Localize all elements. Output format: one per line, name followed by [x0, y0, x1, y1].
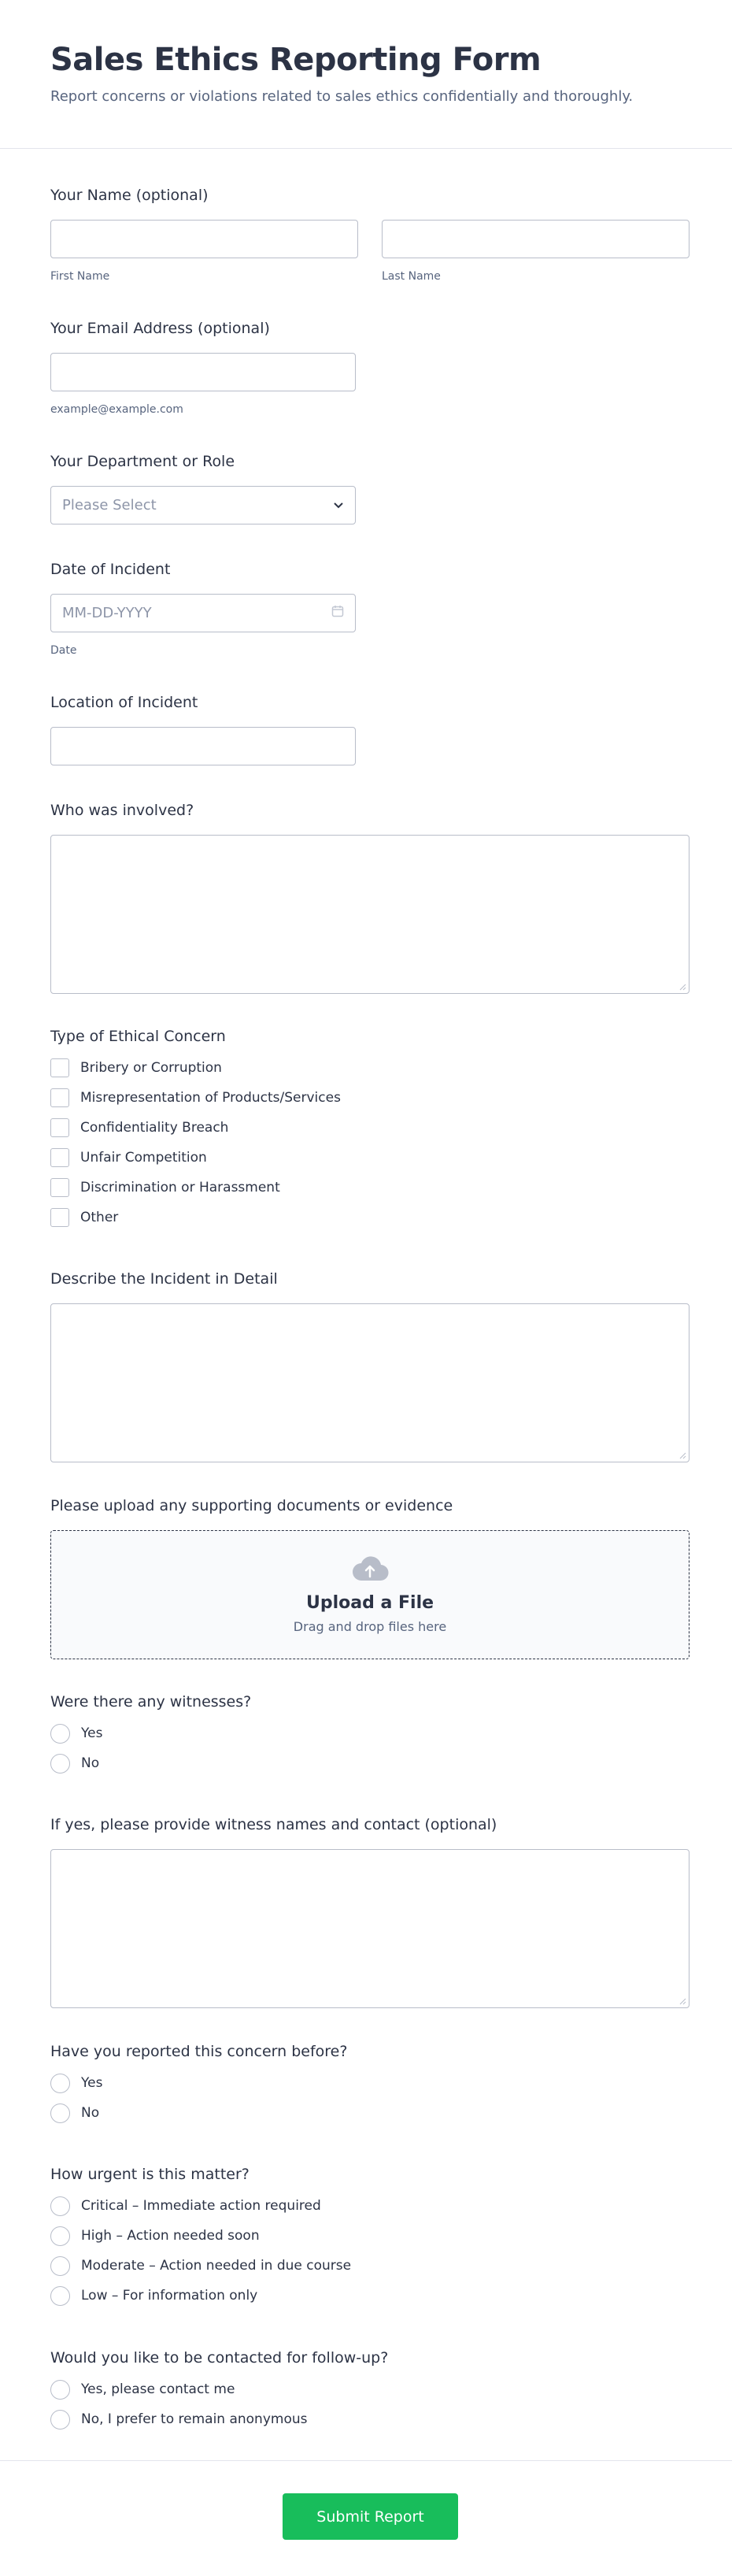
email-question: [50, 318, 689, 417]
option-label: No: [81, 1755, 100, 1771]
option-label: Bribery or Corruption: [80, 1060, 222, 1076]
involved-textarea[interactable]: [50, 835, 689, 994]
witnesses-label: Were there any witnesses?: [50, 1693, 252, 1711]
radio[interactable]: [50, 2226, 70, 2246]
checkbox[interactable]: [50, 1178, 69, 1197]
checkbox[interactable]: [50, 1058, 69, 1077]
first-name-input[interactable]: [50, 220, 358, 258]
urgency-question: [50, 2164, 689, 2311]
department-question: [50, 451, 689, 524]
witness-info-textarea[interactable]: [50, 1849, 689, 2008]
witness-info-label: If yes, please provide witness names and contact (optional): [50, 1816, 497, 1833]
describe-label: Describe the Incident in Detail: [50, 1270, 278, 1288]
option-label: Other: [80, 1210, 119, 1225]
option-label: Yes: [81, 2075, 103, 2091]
concern-options: [50, 1053, 689, 1232]
reported-before-option-yes[interactable]: [50, 2068, 689, 2098]
location-input[interactable]: [50, 727, 356, 765]
location-label: Location of Incident: [50, 694, 198, 711]
radio[interactable]: [50, 2286, 70, 2306]
concern-label: Type of Ethical Concern: [50, 1028, 226, 1045]
option-label: Unfair Competition: [80, 1150, 207, 1166]
chevron-down-icon: [333, 497, 344, 513]
name-question: [50, 185, 689, 284]
option-label: Yes, please contact me: [81, 2381, 235, 2397]
urgency-option-moderate[interactable]: [50, 2251, 689, 2281]
last-name-sublabel: Last Name: [382, 270, 441, 283]
describe-question: [50, 1269, 689, 1462]
date-question: [50, 559, 689, 658]
concern-question: [50, 1026, 689, 1232]
concern-option-confidentiality[interactable]: [50, 1113, 689, 1143]
option-label: Yes: [81, 1725, 103, 1741]
option-label: Discrimination or Harassment: [80, 1180, 280, 1195]
upload-label: Please upload any supporting documents or evidence: [50, 1497, 453, 1514]
email-label: Your Email Address (optional): [50, 320, 270, 337]
reported-before-label: Have you reported this concern before?: [50, 2043, 348, 2060]
form-subtitle: Report concerns or violations related to sales ethics confidentially and thoroughly.: [50, 88, 634, 105]
resize-handle-icon[interactable]: [678, 983, 686, 991]
upload-question: [50, 1496, 689, 1659]
involved-question: [50, 800, 689, 994]
concern-option-discrimination[interactable]: [50, 1173, 689, 1203]
radio[interactable]: [50, 2196, 70, 2216]
witnesses-option-yes[interactable]: [50, 1718, 689, 1748]
followup-question: [50, 2348, 689, 2434]
checkbox[interactable]: [50, 1088, 69, 1107]
date-placeholder: MM-DD-YYYY: [62, 605, 152, 621]
form-title: Sales Ethics Reporting Form: [50, 42, 542, 78]
option-label: No: [81, 2105, 100, 2121]
reported-before-option-no[interactable]: [50, 2098, 689, 2128]
option-label: High – Action needed soon: [81, 2228, 260, 2244]
resize-handle-icon[interactable]: [678, 1451, 686, 1459]
date-label: Date of Incident: [50, 561, 171, 578]
witness-info-question: [50, 1814, 689, 2008]
option-label: Critical – Immediate action required: [81, 2198, 321, 2214]
first-name-sublabel: First Name: [50, 270, 110, 283]
urgency-label: How urgent is this matter?: [50, 2166, 250, 2183]
checkbox[interactable]: [50, 1208, 69, 1227]
urgency-option-critical[interactable]: [50, 2191, 689, 2221]
checkbox[interactable]: [50, 1148, 69, 1167]
form-header: [0, 0, 732, 149]
location-question: [50, 692, 689, 765]
email-input[interactable]: [50, 353, 356, 391]
name-label: Your Name (optional): [50, 187, 209, 204]
concern-option-unfair-competition[interactable]: [50, 1143, 689, 1173]
option-label: No, I prefer to remain anonymous: [81, 2411, 308, 2427]
radio[interactable]: [50, 2256, 70, 2276]
concern-option-other[interactable]: [50, 1203, 689, 1232]
cloud-upload-icon: [351, 1555, 389, 1585]
department-select-value: Please Select: [62, 497, 157, 513]
concern-option-misrepresentation[interactable]: [50, 1083, 689, 1113]
option-label: Confidentiality Breach: [80, 1120, 229, 1136]
describe-textarea[interactable]: [50, 1303, 689, 1462]
email-sublabel: example@example.com: [50, 403, 183, 416]
date-input[interactable]: [50, 594, 356, 632]
witnesses-option-no[interactable]: [50, 1748, 689, 1778]
radio[interactable]: [50, 1754, 70, 1774]
department-label: Your Department or Role: [50, 453, 235, 470]
witnesses-question: [50, 1692, 689, 1778]
urgency-option-high[interactable]: [50, 2221, 689, 2251]
last-name-input[interactable]: [382, 220, 689, 258]
involved-label: Who was involved?: [50, 802, 194, 819]
option-label: Moderate – Action needed in due course: [81, 2258, 352, 2274]
radio[interactable]: [50, 2074, 70, 2093]
followup-option-no[interactable]: [50, 2404, 689, 2434]
reported-before-question: [50, 2041, 689, 2128]
radio[interactable]: [50, 2380, 70, 2400]
concern-option-bribery[interactable]: [50, 1053, 689, 1083]
checkbox[interactable]: [50, 1118, 69, 1137]
radio[interactable]: [50, 2103, 70, 2123]
calendar-icon[interactable]: [331, 605, 344, 621]
radio[interactable]: [50, 1724, 70, 1744]
submit-button[interactable]: Submit Report: [283, 2493, 458, 2540]
date-sublabel: Date: [50, 644, 77, 657]
file-upload-dropzone[interactable]: [50, 1530, 689, 1659]
option-label: Misrepresentation of Products/Services: [80, 1090, 341, 1106]
department-select[interactable]: [50, 486, 356, 524]
upload-title: Upload a File: [305, 1593, 434, 1613]
resize-handle-icon[interactable]: [678, 1997, 686, 2005]
option-label: Low – For information only: [81, 2288, 258, 2304]
urgency-option-low[interactable]: [50, 2281, 689, 2311]
followup-option-yes[interactable]: [50, 2374, 689, 2404]
upload-subtitle: Drag and drop files here: [293, 1619, 447, 1634]
radio[interactable]: [50, 2410, 70, 2430]
followup-label: Would you like to be contacted for follow-up?: [50, 2349, 389, 2367]
